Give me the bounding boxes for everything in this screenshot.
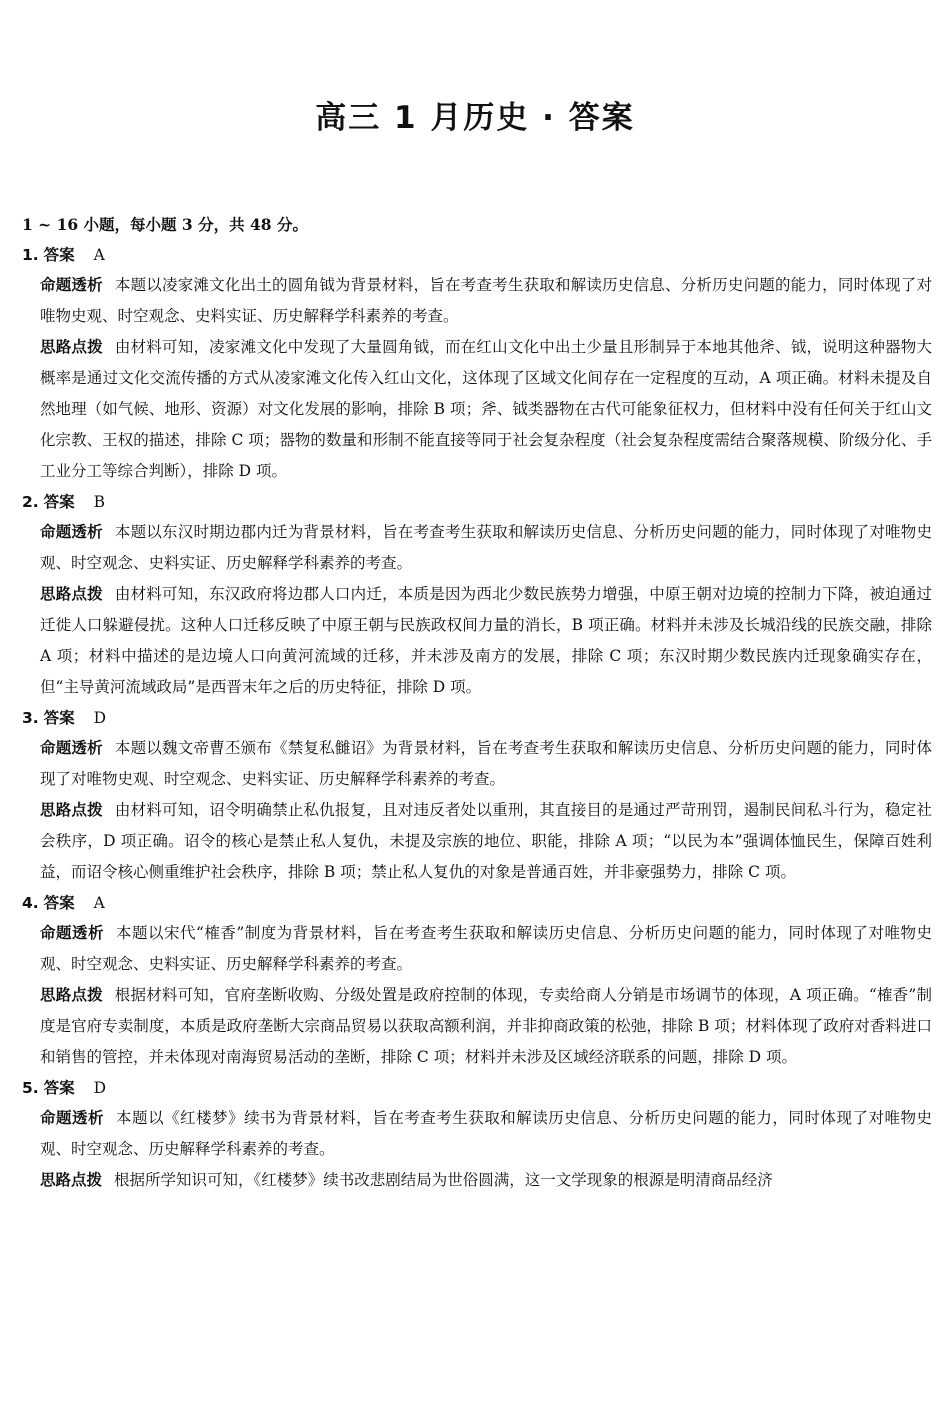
question-block	[22, 240, 932, 487]
question-header	[22, 240, 932, 270]
analysis-paragraph	[40, 918, 932, 980]
answer-label: 答案	[43, 493, 75, 511]
analysis-text: 本题以《红楼梦》续书为背景材料，旨在考查考生获取和解读历史信息、分析历史问题的能力，同时体现了对唯物史观、时空观念、历史解释学科素养的考查。	[40, 1109, 932, 1158]
question-number: 2.	[22, 493, 39, 511]
analysis-text: 本题以东汉时期边郡内迁为背景材料，旨在考查考生获取和解读历史信息、分析历史问题的能力，同时体现了对唯物史观、时空观念、史料实证、历史解释学科素养的考查。	[40, 523, 932, 572]
analysis-paragraph	[40, 270, 932, 332]
question-header	[22, 888, 932, 918]
hint-paragraph	[40, 579, 932, 703]
question-number: 4.	[22, 894, 39, 912]
hint-label: 思路点拨	[40, 1171, 103, 1189]
hint-text: 由材料可知，东汉政府将边郡人口内迁，本质是因为西北少数民族势力增强，中原王朝对边境的控制力下降，被迫通过迁徙人口躲避侵扰。这种人口迁移反映了中原王朝与民族政权间力量的消长，B 项正确。材料并未涉及长城沿线的民族交融，排除 A 项；材料中描述的是边境人口向黄河流域的迁移，并未涉及南方的发展，排除 C 项；东汉时期少数民族内迁现象确实存在，但“主导黄河流域政局”是西晋末年之后的历史特征，排除 D 项。	[40, 585, 932, 696]
hint-text: 由材料可知，凌家滩文化中发现了大量圆角钺，而在红山文化中出土少量且形制异于本地其他斧、钺，说明这种器物大概率是通过文化交流传播的方式从凌家滩文化传入红山文化，这体现了区域文化间存在一定程度的互动，A 项正确。材料未提及自然地理（如气候、地形、资源）对文化发展的影响，排除 B 项；斧、钺类器物在古代可能象征权力，但材料中没有任何关于红山文化宗教、王权的描述，排除 C 项；器物的数量和形制不能直接等同于社会复杂程度（社会复杂程度需结合聚落规模、阶级分化、手工业分工等综合判断），排除 D 项。	[40, 338, 932, 480]
answer-list	[22, 210, 932, 1196]
analysis-label: 命题透析	[40, 924, 104, 942]
hint-label: 思路点拨	[40, 585, 103, 603]
hint-paragraph	[40, 980, 932, 1073]
answer-value: B	[93, 493, 105, 511]
analysis-text: 本题以宋代“榷香”制度为背景材料，旨在考查考生获取和解读历史信息、分析历史问题的能力，同时体现了对唯物史观、时空观念、史料实证、历史解释学科素养的考查。	[40, 924, 932, 973]
question-number: 1.	[22, 246, 39, 264]
analysis-text: 本题以凌家滩文化出土的圆角钺为背景材料，旨在考查考生获取和解读历史信息、分析历史问题的能力，同时体现了对唯物史观、时空观念、史料实证、历史解释学科素养的考查。	[40, 276, 932, 325]
question-header	[22, 487, 932, 517]
hint-text: 根据材料可知，官府垄断收购、分级处置是政府控制的体现，专卖给商人分销是市场调节的体现，A 项正确。“榷香”制度是官府专卖制度，本质是政府垄断大宗商品贸易以获取高额利润，并非抑商政策的松弛，排除 B 项；材料体现了政府对香料进口和销售的管控，并未体现对南海贸易活动的垄断，排除 C 项；材料并未涉及区域经济联系的问题，排除 D 项。	[40, 986, 932, 1066]
answer-value: A	[93, 894, 105, 912]
hint-label: 思路点拨	[40, 986, 103, 1004]
hint-text: 由材料可知，诏令明确禁止私仇报复，且对违反者处以重刑，其直接目的是通过严苛刑罚，遏制民间私斗行为，稳定社会秩序，D 项正确。诏令的核心是禁止私人复仇，未提及宗族的地位、职能，排除 A 项；“以民为本”强调体恤民生，保障百姓利益，而诏令核心侧重维护社会秩序，排除 B 项；禁止私人复仇的对象是普通百姓，并非豪强势力，排除 C 项。	[40, 801, 932, 881]
analysis-paragraph	[40, 1103, 932, 1165]
answer-label: 答案	[43, 709, 75, 727]
question-header	[22, 1073, 932, 1103]
hint-label: 思路点拨	[40, 338, 103, 356]
question-block	[22, 1073, 932, 1196]
hint-text: 根据所学知识可知，《红楼梦》续书改悲剧结局为世俗圆满，这一文学现象的根源是明清商品经济	[114, 1171, 773, 1189]
page-title: 高三 1 月历史 · 答案	[315, 100, 635, 136]
analysis-label: 命题透析	[40, 739, 103, 757]
analysis-paragraph	[40, 517, 932, 579]
analysis-label: 命题透析	[40, 1109, 105, 1127]
answer-label: 答案	[43, 1079, 75, 1097]
question-header	[22, 703, 932, 733]
hint-paragraph	[40, 1165, 932, 1196]
analysis-paragraph	[40, 733, 932, 795]
hint-paragraph	[40, 332, 932, 487]
answer-value: D	[93, 709, 107, 727]
analysis-text: 本题以魏文帝曹丕颁布《禁复私雠诏》为背景材料，旨在考查考生获取和解读历史信息、分析历史问题的能力，同时体现了对唯物史观、时空观念、史料实证、历史解释学科素养的考查。	[40, 739, 932, 788]
answer-label: 答案	[43, 894, 75, 912]
question-number: 3.	[22, 709, 39, 727]
answer-value: D	[93, 1079, 107, 1097]
hint-label: 思路点拨	[40, 801, 103, 819]
hint-paragraph	[40, 795, 932, 888]
question-block	[22, 703, 932, 888]
answer-value: A	[93, 246, 105, 264]
question-block	[22, 888, 932, 1073]
analysis-label: 命题透析	[40, 276, 103, 294]
question-number: 5.	[22, 1079, 39, 1097]
question-block	[22, 487, 932, 703]
section-intro: 1 ~ 16 小题，每小题 3 分，共 48 分。	[22, 215, 308, 234]
analysis-label: 命题透析	[40, 523, 103, 541]
answer-label: 答案	[43, 246, 75, 264]
